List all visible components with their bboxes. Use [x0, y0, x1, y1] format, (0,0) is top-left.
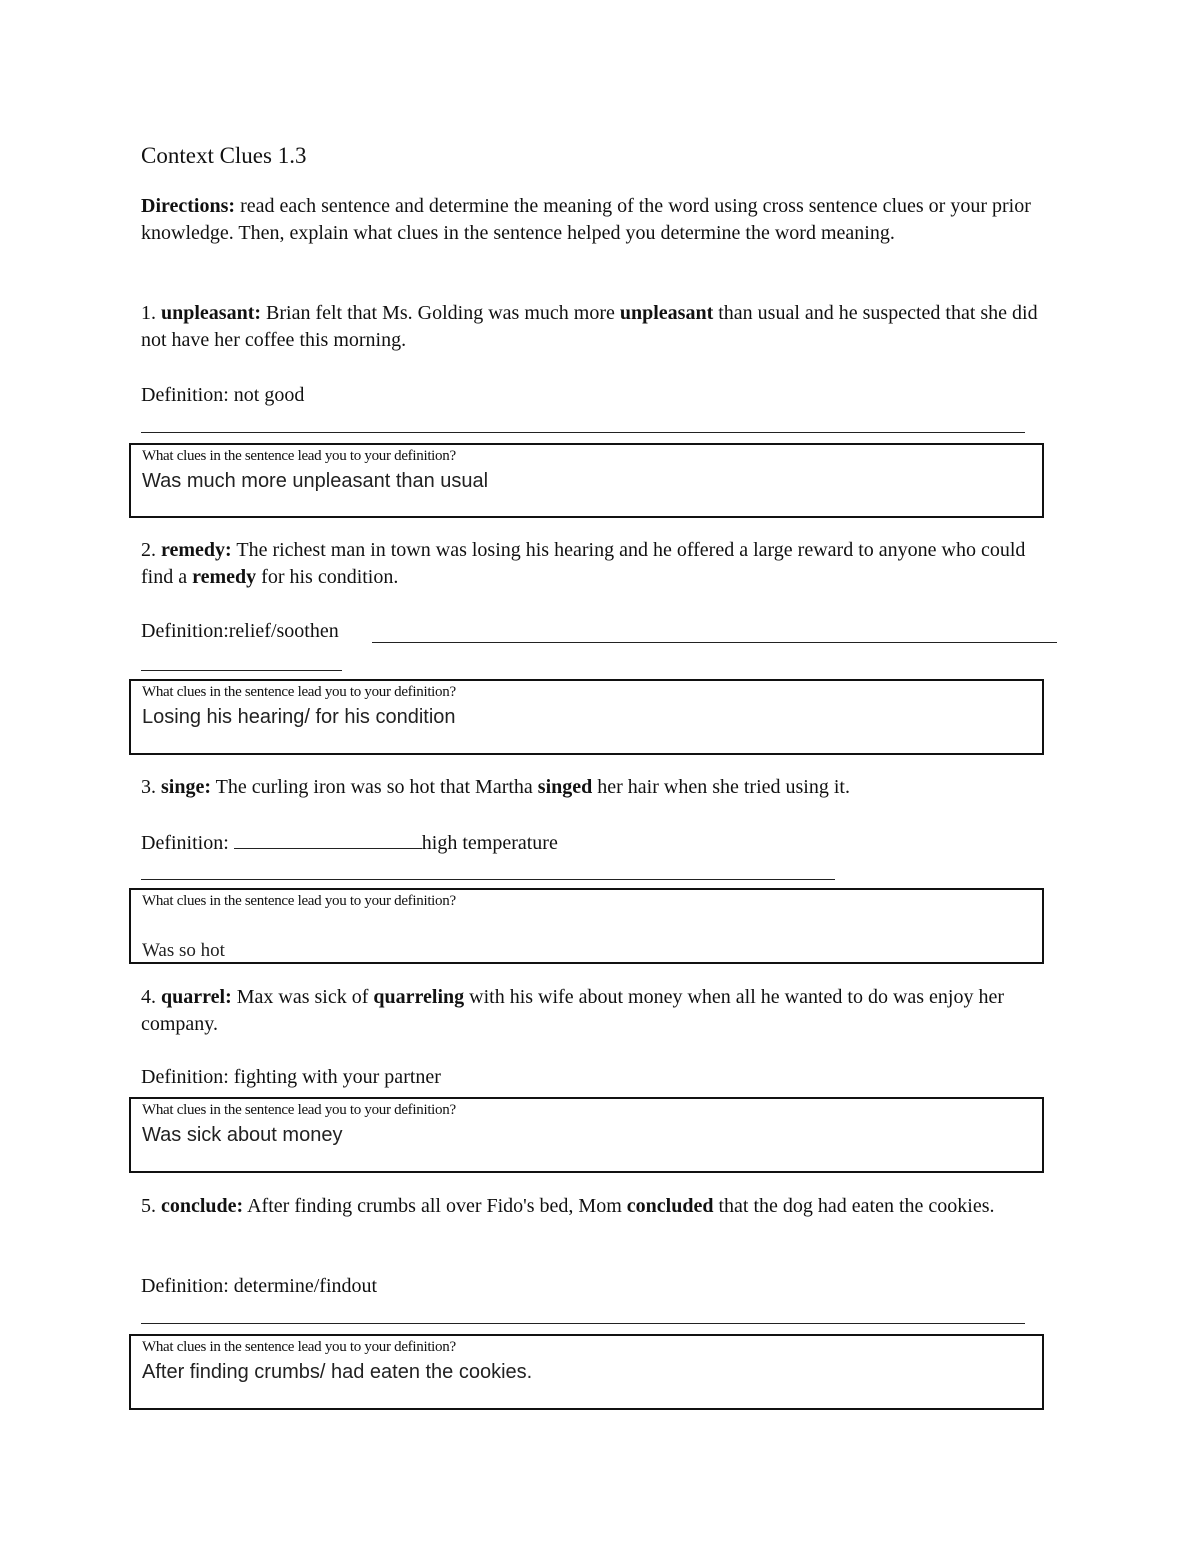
clue-answer-2: Losing his hearing/ for his condition: [142, 706, 456, 728]
answer-underline: [141, 670, 342, 671]
sentence-text: than usual and he suspected that she did not have her coffee this morning.: [141, 302, 1038, 351]
clue-prompt: What clues in the sentence lead you to your definition?: [142, 684, 456, 700]
definition-1: Definition: not good: [141, 384, 305, 406]
clue-answer-4: Was sick about money: [142, 1124, 343, 1146]
definition-value: high temperature: [421, 832, 558, 854]
sentence-text: Max was sick of: [231, 986, 374, 1008]
directions: [141, 193, 1041, 247]
definition-4: Definition: fighting with your partner: [141, 1066, 441, 1088]
sentence-text: with his wife about money when all he wanted to do was enjoy her company.: [141, 986, 1005, 1035]
clue-prompt: What clues in the sentence lead you to your definition?: [142, 1339, 456, 1355]
definition-5: Definition: determine/findout: [141, 1275, 378, 1297]
clue-box-4: [129, 1097, 1044, 1173]
clue-prompt: What clues in the sentence lead you to your definition?: [142, 448, 456, 464]
clue-box-1: [129, 443, 1044, 518]
directions-text: read each sentence and determine the meaning of the word using cross sentence clues or your prior knowledge. Then, explain what clues in the sentence helped you determine the word meaning.: [141, 195, 1031, 244]
directions-label: Directions:: [141, 195, 236, 217]
sentence-text: The curling iron was so hot that Martha: [211, 776, 538, 798]
answer-underline: [141, 432, 1025, 433]
vocab-word: remedy:: [161, 539, 232, 561]
question-2: [141, 537, 1041, 591]
sentence-text: Brian felt that Ms. Golding was much more: [261, 302, 620, 324]
clue-answer-5: After finding crumbs/ had eaten the cookies.: [142, 1361, 533, 1383]
definition-2: Definition:relief/soothen: [141, 620, 339, 642]
answer-blank: [234, 828, 422, 849]
clue-box-5: [129, 1334, 1044, 1410]
vocab-word-in-sentence: singed: [537, 776, 593, 798]
question-5: [141, 1193, 1041, 1220]
answer-underline: [372, 642, 1057, 643]
question-number: 2.: [141, 539, 156, 561]
answer-underline: [141, 1323, 1025, 1324]
vocab-word-in-sentence: concluded: [626, 1195, 714, 1217]
vocab-word: conclude:: [161, 1195, 244, 1217]
sentence-text: her hair when she tried using it.: [592, 776, 850, 798]
sentence-text: that the dog had eaten the cookies.: [713, 1195, 995, 1217]
clue-box-3: [129, 888, 1044, 964]
question-number: 1.: [141, 302, 156, 324]
clue-prompt: What clues in the sentence lead you to your definition?: [142, 1102, 456, 1118]
question-number: 5.: [141, 1195, 156, 1217]
question-3: [141, 774, 1041, 801]
sentence-text: After finding crumbs all over Fido's bed, Mom: [243, 1195, 627, 1217]
clue-answer-1: Was much more unpleasant than usual: [142, 470, 489, 492]
vocab-word-in-sentence: remedy: [192, 566, 257, 588]
question-1: [141, 300, 1041, 354]
vocab-word: unpleasant:: [161, 302, 262, 324]
vocab-word: quarrel:: [161, 986, 232, 1008]
vocab-word: singe:: [161, 776, 211, 798]
clue-answer-3: Was so hot: [142, 940, 225, 961]
definition-label: Definition:: [141, 832, 234, 854]
clue-prompt: What clues in the sentence lead you to your definition?: [142, 893, 456, 909]
vocab-word-in-sentence: unpleasant: [619, 302, 714, 324]
clue-box-2: [129, 679, 1044, 755]
vocab-word-in-sentence: quarreling: [373, 986, 465, 1008]
sentence-text: for his condition.: [256, 566, 399, 588]
definition-3: [141, 828, 558, 857]
question-number: 4.: [141, 986, 156, 1008]
answer-underline: [141, 879, 835, 880]
page-title: Context Clues 1.3: [141, 143, 307, 168]
sentence-text: The richest man in town was losing his hearing and he offered a large reward to anyone who could find a: [141, 539, 1026, 588]
question-number: 3.: [141, 776, 156, 798]
question-4: [141, 984, 1041, 1038]
